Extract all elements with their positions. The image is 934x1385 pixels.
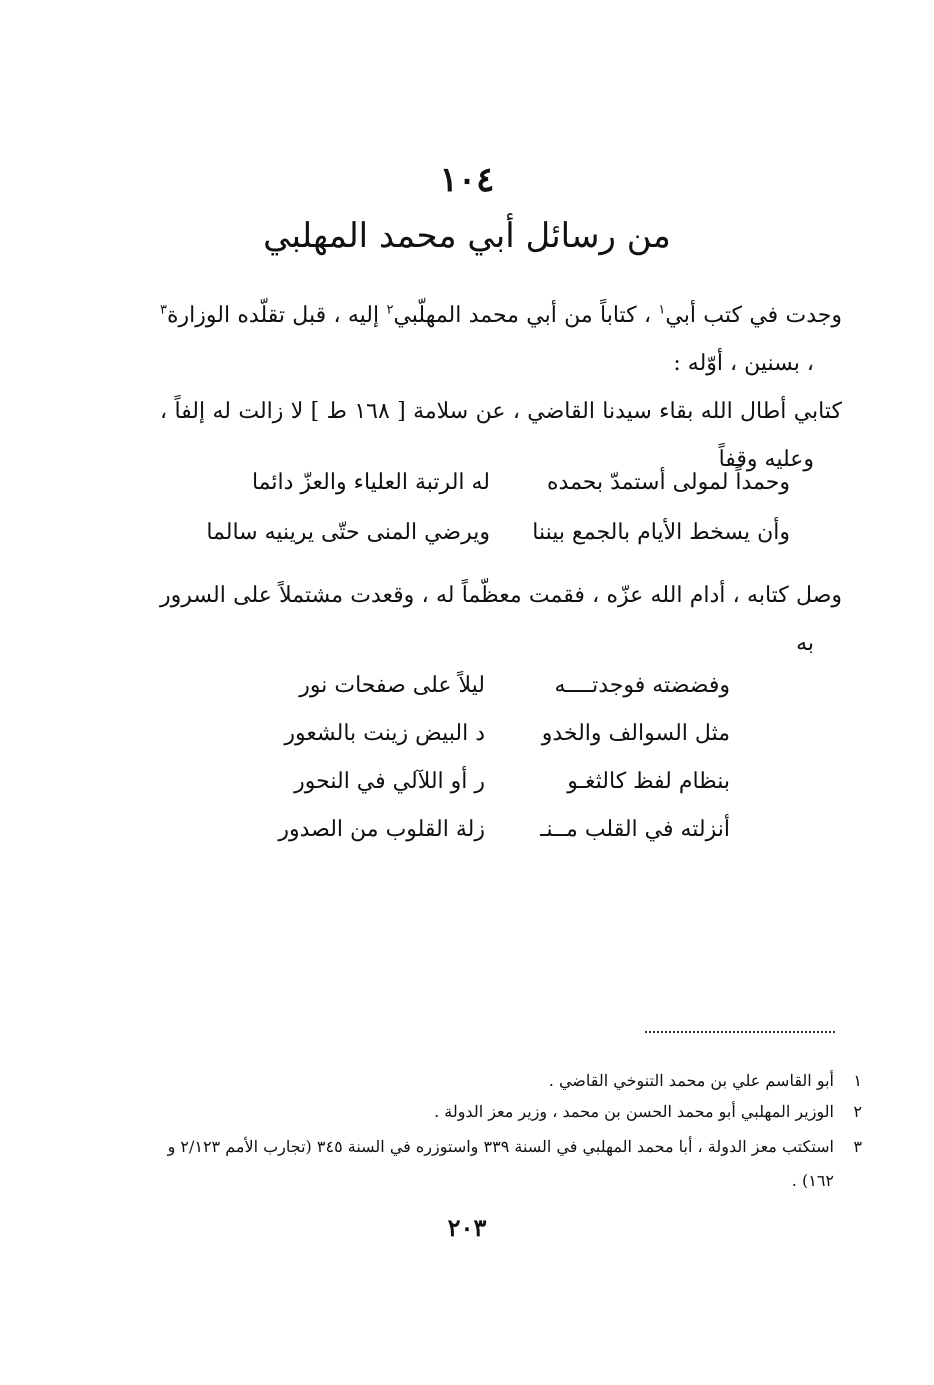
verse-hemistich-second: ويرضي المنى حتّى يرينيه سالما <box>206 520 490 545</box>
verse-hemistich-second: له الرتبة العلياء والعزّ دائما <box>251 470 490 495</box>
verse-hemistich-second: زلة القلوب من الصدور <box>278 817 485 842</box>
verse-hemistich-first: وحمداً لمولى أستمدّ بحمده <box>547 470 790 495</box>
footnote-number: ٣ <box>853 1137 862 1156</box>
verse-line <box>275 817 730 867</box>
verse-hemistich-first: مثل السوالف والخدو <box>541 721 730 746</box>
verse-hemistich-first: وأن يسخط الأيام بالجمع بيننا <box>532 520 790 545</box>
verse-line <box>220 470 790 520</box>
verse-line <box>275 673 730 723</box>
footnote-text: استكتب معز الدولة ، أبا محمد المهلبي في السنة ٣٣٩ واستوزره في السنة ٣٤٥ (تجارب الأمم ٢/١٢٣ و ١٦٢) . <box>167 1137 834 1190</box>
footnote-text: الوزير المهلبي أبو محمد الحسن بن محمد ، وزير معز الدولة . <box>434 1102 834 1121</box>
page-number: ٢٠٣ <box>447 1213 487 1242</box>
verse-line <box>275 721 730 771</box>
footnote-ref-2: ٢ <box>386 302 394 318</box>
footnote-ref-3: ٣ <box>160 302 167 318</box>
intro-block <box>160 292 842 484</box>
verse-line <box>206 520 790 570</box>
footnote <box>165 1064 862 1098</box>
footnote-number: ٢ <box>853 1102 862 1121</box>
letter-paragraph: وصل كتابه ، أدام الله عزّه ، فقمت معظّماً له ، وقعدت مشتملاً على السرور به <box>160 583 842 656</box>
section-title: من رسائل أبي محمد المهلبي <box>263 216 671 256</box>
footnote-text: أبو القاسم علي بن محمد التنوخي القاضي . <box>548 1071 834 1090</box>
intro-text-1: وجدت في كتب أبي <box>665 303 842 328</box>
verse-line <box>275 769 730 819</box>
section-number: ١٠٤ <box>439 160 495 200</box>
verse-hemistich-second: د البيض زينت بالشعور <box>284 721 485 746</box>
intro-text-2: ، كتاباً من أبي محمد المهلّبي <box>393 303 652 328</box>
verse-hemistich-first: بنظام لفظ كالثغـو <box>567 769 730 794</box>
intro-text-3: إليه ، قبل تقلّده الوزارة <box>166 303 380 328</box>
verse-hemistich-second: ليلاً على صفحات نور <box>299 673 485 698</box>
footnote-number: ١ <box>853 1071 862 1090</box>
footnote-separator <box>645 1031 835 1033</box>
footnote <box>165 1130 862 1198</box>
verse-hemistich-first: أنزلته في القلب مــنـ <box>540 817 730 842</box>
intro-text-4: ، بسنين ، أوّله : <box>673 351 814 376</box>
letter-opening: كتابي أطال الله بقاء سيدنا القاضي ، عن سلامة [ ١٦٨ ط ] لا زالت له إلفاً ، وعليه وقفاً <box>160 399 842 472</box>
verse-hemistich-second: ر أو اللآلي في النحور <box>294 769 485 794</box>
verse-hemistich-first: وفضضته فوجدتــــه <box>554 673 730 698</box>
intro-paragraph <box>160 292 842 388</box>
footnote <box>165 1095 862 1129</box>
middle-block <box>160 572 842 668</box>
footnote-ref-1: ١ <box>658 302 666 318</box>
